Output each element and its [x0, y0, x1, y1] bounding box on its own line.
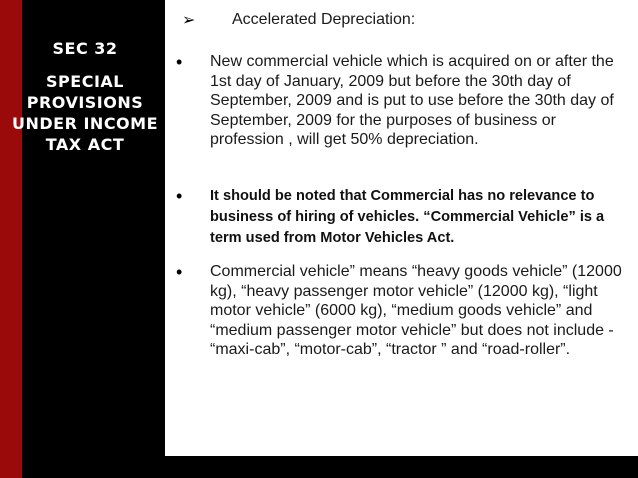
bullet-icon: • — [176, 52, 183, 72]
footer-bar — [165, 456, 638, 478]
sidebar-panel — [0, 0, 165, 478]
paragraph-3: Commercial vehicle” means “heavy goods vehicle” (12000 kg), “heavy passenger motor vehicle” (12000 kg), “light motor vehicle” (6000 kg), “medium goods vehicle” and “medium passenger motor vehicle” but does not include - “maxi-cab”, “motor-cab”, “tractor ” and “road-roller”. — [210, 263, 622, 358]
section-number: SEC 32 — [52, 39, 118, 58]
slide-heading: Accelerated Depreciation: — [232, 11, 416, 28]
bullet-icon: • — [176, 186, 183, 206]
title-line: TAX ACT — [45, 135, 125, 154]
arrow-bullet-icon: ➢ — [182, 12, 196, 29]
title-line: UNDER INCOME — [11, 114, 159, 133]
title-line: PROVISIONS — [26, 93, 144, 112]
paragraph-2: It should be noted that Commercial has no relevance to business of hiring of vehicles. “Commercial Vehicle” is a term used from Motor Vehicles Act. — [210, 188, 605, 246]
title-line: SPECIAL — [46, 72, 124, 91]
sidebar-title — [10, 38, 160, 155]
paragraph-1: New commercial vehicle which is acquired on or after the 1st day of January, 2009 but before the 30th day of September, 2009 and is put to use before the 30th day of September, 2009 for the purposes of business or profession , will get 50% depreciation. — [210, 53, 614, 148]
bullet-icon: • — [176, 262, 183, 282]
